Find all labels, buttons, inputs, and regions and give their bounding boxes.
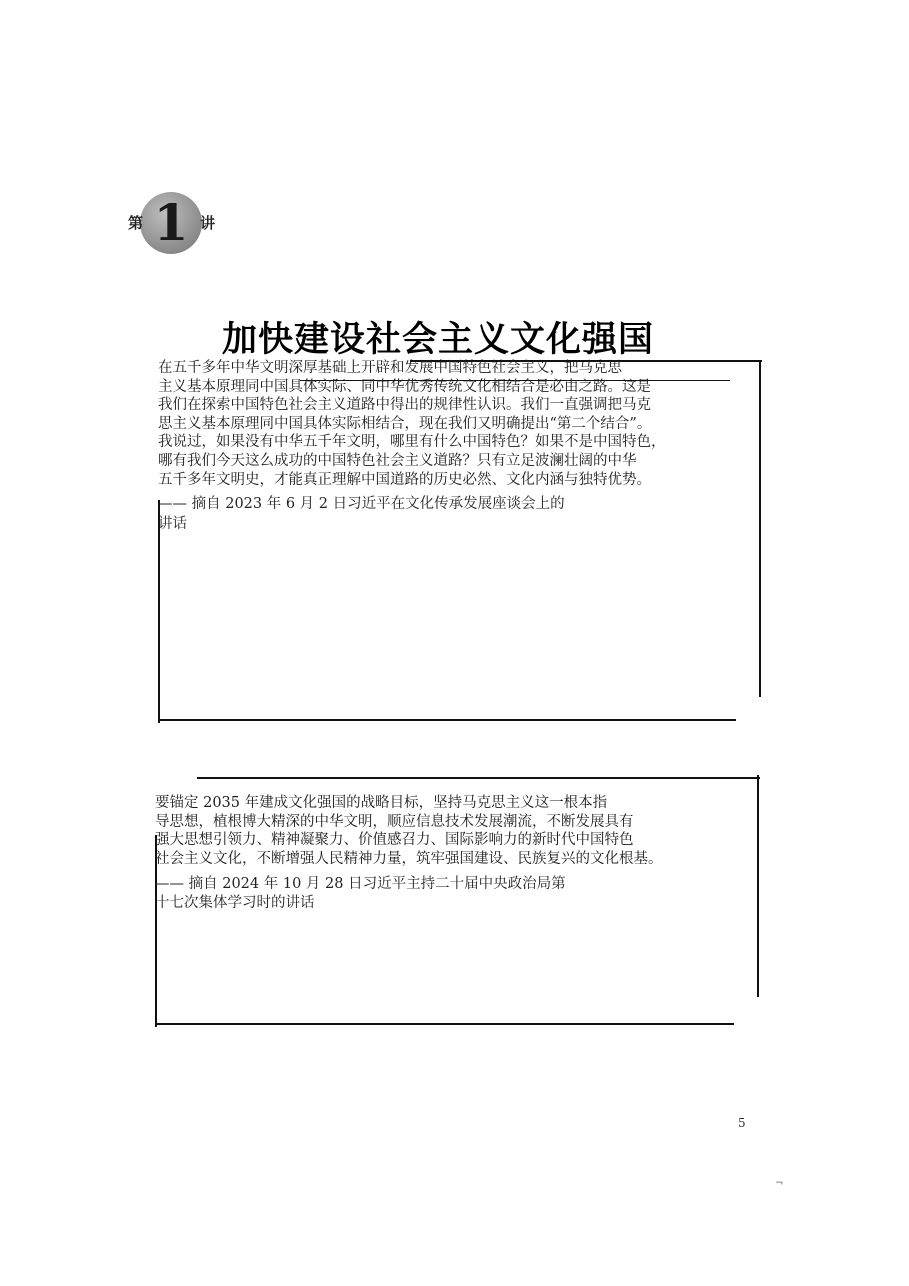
quote2-line: 要锚定 2035 年建成文化强国的战略目标，坚持马克思主义这一根本指 — [155, 795, 608, 811]
badge-number: 1 — [153, 193, 189, 252]
quote1-line: 我们在探索中国特色社会主义道路中得出的规律性认识。我们一直强调把马克 — [158, 397, 651, 414]
quote1-line: 思主义基本原理同中国具体实际相结合，现在我们又明确提出“第二个结合”。 — [158, 415, 652, 432]
quote2-source-cont: 十七次集体学习时的讲话 — [155, 895, 315, 911]
quote2-line: 社会主义文化，不断增强人民精神力量，筑牢强国建设、民族复兴的文化根基。 — [155, 850, 663, 867]
quote1-source-cont: 讲话 — [158, 516, 187, 532]
quote1-text — [158, 359, 666, 489]
quote1-line: 在五千多年中华文明深厚基础上开辟和发展中国特色社会主义，把马克思 — [158, 360, 622, 376]
quote1-line: 我说过，如果没有中华五千年文明，哪里有什么中国特色？如果不是中国特色， — [158, 434, 666, 451]
quote2-line: 导思想，植根博大精深的中华文明，顺应信息技术发展潮流，不断发展具有 — [155, 813, 634, 830]
quote1-right-rule — [759, 360, 761, 697]
quote1-source: —— 摘自 2023 年 6 月 2 日习近平在文化传承发展座谈会上的 — [158, 496, 565, 512]
quote2-bottom-rule — [155, 1023, 734, 1025]
quote1-line: 主义基本原理同中国具体实际、同中华优秀传统文化相结合是必由之路。这是 — [158, 378, 651, 395]
quote2-right-rule — [757, 775, 759, 997]
quote2-source: —— 摘自 2024 年 10 月 28 日习近平主持二十届中央政治局第 — [155, 876, 566, 892]
badge-prefix: 第 — [128, 214, 144, 232]
quote1-left-rule — [158, 500, 160, 723]
quote1-bottom-rule — [158, 719, 736, 721]
quote2-text — [155, 794, 663, 868]
page-title: 加快建设社会主义文化强国 — [222, 320, 655, 360]
page-number: 5 — [738, 1116, 746, 1130]
quote1-line: 五千多年文明史，才能真正理解中国道路的历史必然、文化内涵与独特优势。 — [158, 471, 651, 488]
quote2-line: 强大思想引领力、精神凝聚力、价值感召力、国际影响力的新时代中国特色 — [155, 832, 634, 849]
corner-mark: ¬ — [775, 1178, 784, 1189]
lecture-badge — [128, 192, 218, 258]
quote1-line: 哪有我们今天这么成功的中国特色社会主义道路？只有立足波澜壮阔的中华 — [158, 452, 637, 469]
quote2-top-rule — [197, 777, 760, 779]
badge-suffix: 讲 — [200, 214, 216, 232]
